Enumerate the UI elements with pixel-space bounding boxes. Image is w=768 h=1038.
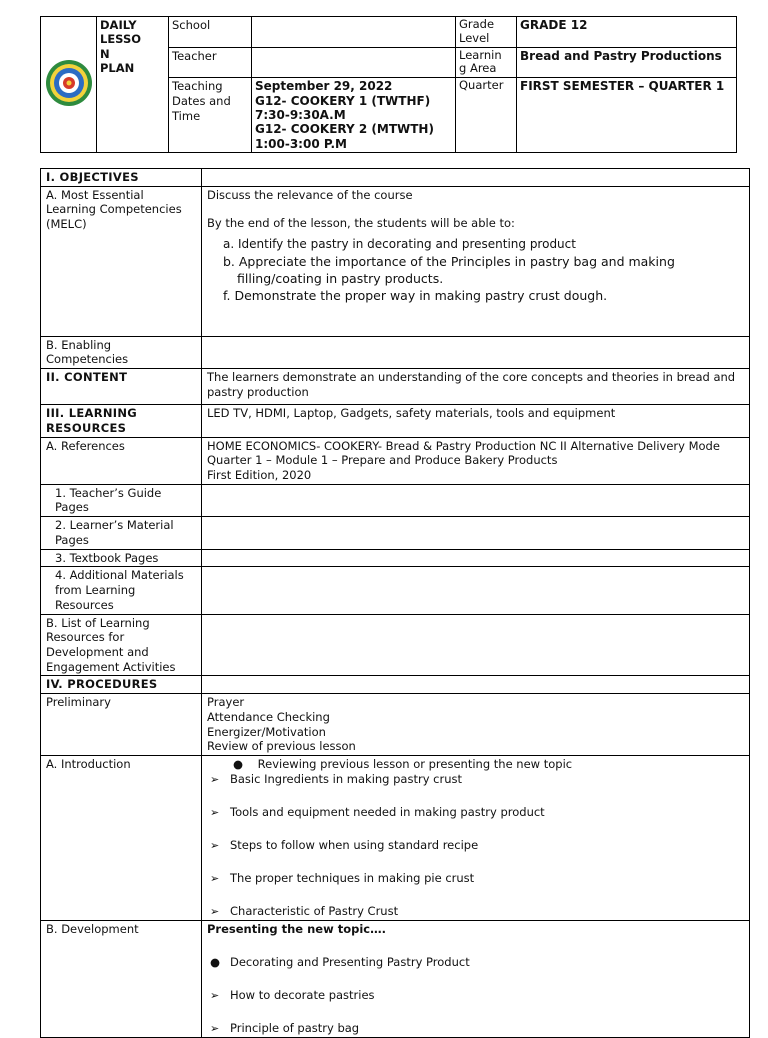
table-row [41,484,750,516]
teachers-guide-label: 1. Teacher’s Guide Pages [41,484,202,516]
list-item: ➢ Characteristic of Pastry Crust [210,904,399,918]
arrow-bullet-icon: ➢ [210,805,220,819]
introduction-label: A. Introduction [41,755,202,920]
table-row [41,921,750,1038]
header-table [40,16,737,153]
list-item: ➢ Basic Ingredients in making pastry crust [210,771,463,786]
list-item: ➢ The proper techniques in making pie crust [210,870,475,885]
content-text: The learners demonstrate an understanding of the core concepts and theories in bread and pastry production [202,369,750,405]
references-label: A. References [41,437,202,484]
table-row [41,336,750,368]
development-label: B. Development [41,921,202,1038]
textbook-label: 3. Textbook Pages [41,549,202,567]
school-seal-cell [41,17,97,153]
learning-area-label: Learnin g Area [456,47,517,78]
list-item: ➢ How to decorate pastries [210,987,375,1002]
list-item: a. Identify the pastry in decorating and presenting product [223,237,576,252]
list-item: filling/coating in pastry products. [237,270,444,286]
arrow-bullet-icon: ➢ [210,1021,220,1035]
melc-text: Discuss the relevance of the course [207,187,413,202]
school-value [252,17,456,48]
objectives-heading: I. OBJECTIVES [41,169,202,187]
table-row [41,567,750,614]
list-item: b. Appreciate the importance of the Principles in pastry bag and making [223,253,675,269]
list-item: ● Reviewing previous lesson or presenting the new topic [233,756,573,771]
melc-content [202,186,750,336]
arrow-bullet-icon: ➢ [210,871,220,885]
objectives-intro: By the end of the lesson, the students will be able to: [207,216,515,231]
table-row [41,676,750,694]
table-row [41,755,750,920]
development-heading: Presenting the new topic…. [207,922,386,937]
preliminary-label: Preliminary [41,694,202,756]
table-row [41,405,750,437]
teacher-value [252,47,456,78]
arrow-bullet-icon: ➢ [210,772,220,786]
table-row [41,517,750,549]
list-item: ➢ Tools and equipment needed in making pastry product [210,804,545,819]
table-row [41,614,750,676]
teacher-label: Teacher [169,47,252,78]
quarter-label: Quarter [456,78,517,153]
list-item: Attendance Checking [207,709,330,724]
school-label: School [169,17,252,48]
objectives-list [207,237,744,303]
grade-level-value: GRADE 12 [517,17,737,48]
enabling-competencies-label: B. Enabling Competencies [41,336,202,368]
school-seal-logo [45,59,93,107]
preliminary-content [202,694,750,756]
list-item: f. Demonstrate the proper way in making pastry crust dough. [223,287,608,303]
table-row [41,549,750,567]
teaching-dates-label: Teaching Dates and Time [169,78,252,153]
arrow-bullet-icon: ➢ [210,988,220,1002]
arrow-bullet-icon: ➢ [210,905,220,918]
teaching-dates-value: September 29, 2022 G12- COOKERY 1 (TWTHF) 7:30-9:30A.M G12- COOKERY 2 (MTWTH) 1:00-3:00 P.M [252,78,456,153]
table-row [41,186,750,336]
list-item: Prayer [207,695,245,710]
arrow-bullet-icon: ➢ [210,838,220,852]
learning-resources-text: LED TV, HDMI, Laptop, Gadgets, safety materials, tools and equipment [202,405,750,437]
development-content [202,921,750,1038]
list-item: ● Decorating and Presenting Pastry Product [207,955,744,970]
learning-resources-heading: III. LEARNING RESOURCES [41,405,202,437]
list-item: Energizer/Motivation [207,724,326,739]
table-row [41,369,750,405]
learning-area-value: Bread and Pastry Productions [517,47,737,78]
bullet-icon: ● [210,954,221,969]
lesson-plan-table [40,168,750,1038]
introduction-content [202,755,750,920]
table-row [41,694,750,756]
table-row [41,437,750,484]
quarter-value: FIRST SEMESTER – QUARTER 1 [517,78,737,153]
melc-label: A. Most Essential Learning Competencies (MELC) [41,186,202,336]
table-row [41,169,750,187]
list-item: Review of previous lesson [207,739,356,754]
bullet-icon: ● [233,756,244,771]
grade-level-label: Grade Level [456,17,517,48]
list-item: ➢ Steps to follow when using standard recipe [210,837,479,852]
daily-lesson-plan-title: DAILY LESSO N PLAN [97,17,169,153]
procedures-heading: IV. PROCEDURES [41,676,202,694]
list-item: ➢ Principle of pastry bag [210,1020,360,1035]
list-of-resources-label: B. List of Learning Resources for Development and Engagement Activities [41,614,202,676]
content-heading: II. CONTENT [41,369,202,405]
references-content: HOME ECONOMICS- COOKERY- Bread & Pastry Production NC II Alternative Delivery Mode Quarter 1 – Module 1 – Prepare and Produce Bakery Products First Edition, 2020 [202,437,750,484]
learners-material-label: 2. Learner’s Material Pages [41,517,202,549]
additional-materials-label: 4. Additional Materials from Learning Resources [41,567,202,614]
